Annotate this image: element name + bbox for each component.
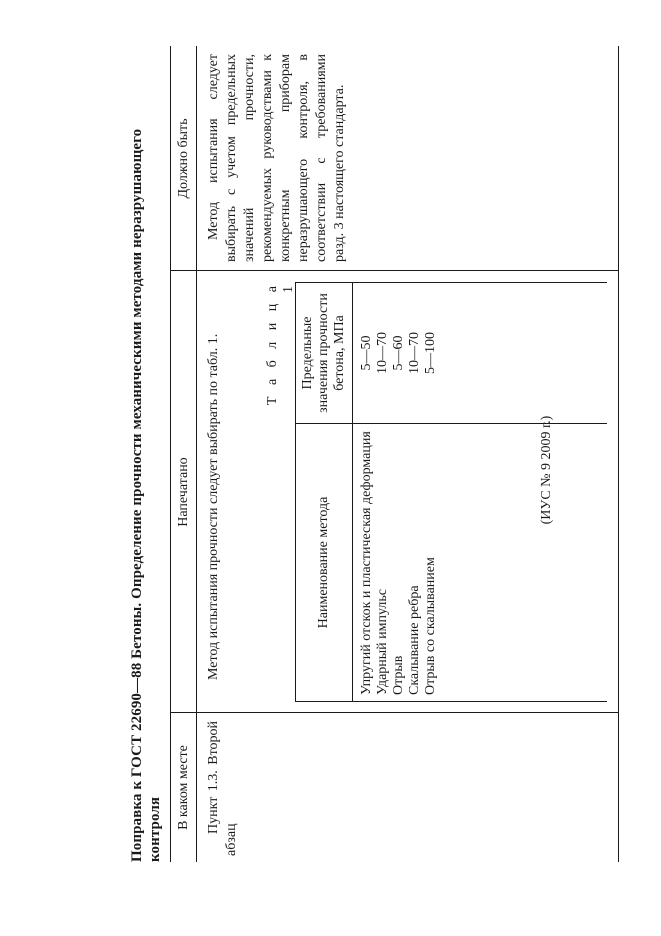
footer-wrapper <box>539 370 559 570</box>
where-cell: Пункт 1.3. Второй абзац <box>206 721 239 856</box>
should-be-text: Метод испытания следует выбирать с учетом предельных значений прочности, рекомендуемых руководствами к конкретным приборам неразрушающего контроля, в соответствии с требованиями разд. 3 настоящего стандарта. <box>206 54 347 262</box>
method-item: Скалывание ребра <box>407 585 422 695</box>
method-item: Отрыв со скалыванием <box>423 557 438 695</box>
header-where: В каком месте <box>171 713 197 862</box>
table-caption: Т а б л и ц а 1 <box>265 282 296 406</box>
method-item: Упругий отскок и пластическая деформация <box>359 431 374 695</box>
inner-table-filler <box>445 424 607 702</box>
header-printed: Напечатано <box>171 271 197 713</box>
header-should-be: Должно быть <box>171 46 197 271</box>
limit-value: 5—100 <box>423 332 438 374</box>
document-title: Поправка к ГОСТ 22690—88 Бетоны. Определение прочности механическими методами неразрушающего контроля <box>129 128 163 862</box>
printed-text: Метод испытания прочности следует выбирать по табл. 1. <box>206 333 221 680</box>
column-divider <box>171 270 618 271</box>
limit-value: 10—70 <box>407 332 422 374</box>
inner-table <box>295 282 607 702</box>
method-item: Ударный импульс <box>375 589 390 695</box>
method-item: Отрыв <box>391 655 406 695</box>
inner-header-method: Наименование метода <box>296 424 353 702</box>
inner-table-filler <box>445 283 607 424</box>
limit-value: 5—60 <box>391 335 406 371</box>
limits-cell <box>353 283 446 424</box>
inner-header-limits: Предельные значения прочности бетона, МПа <box>296 283 353 424</box>
footer-note: (ИУС № 9 2009 г.) <box>539 415 554 525</box>
column-divider <box>171 712 618 713</box>
methods-cell <box>353 424 446 702</box>
limit-value: 5—50 <box>359 335 374 371</box>
limit-value: 10—70 <box>375 332 390 374</box>
